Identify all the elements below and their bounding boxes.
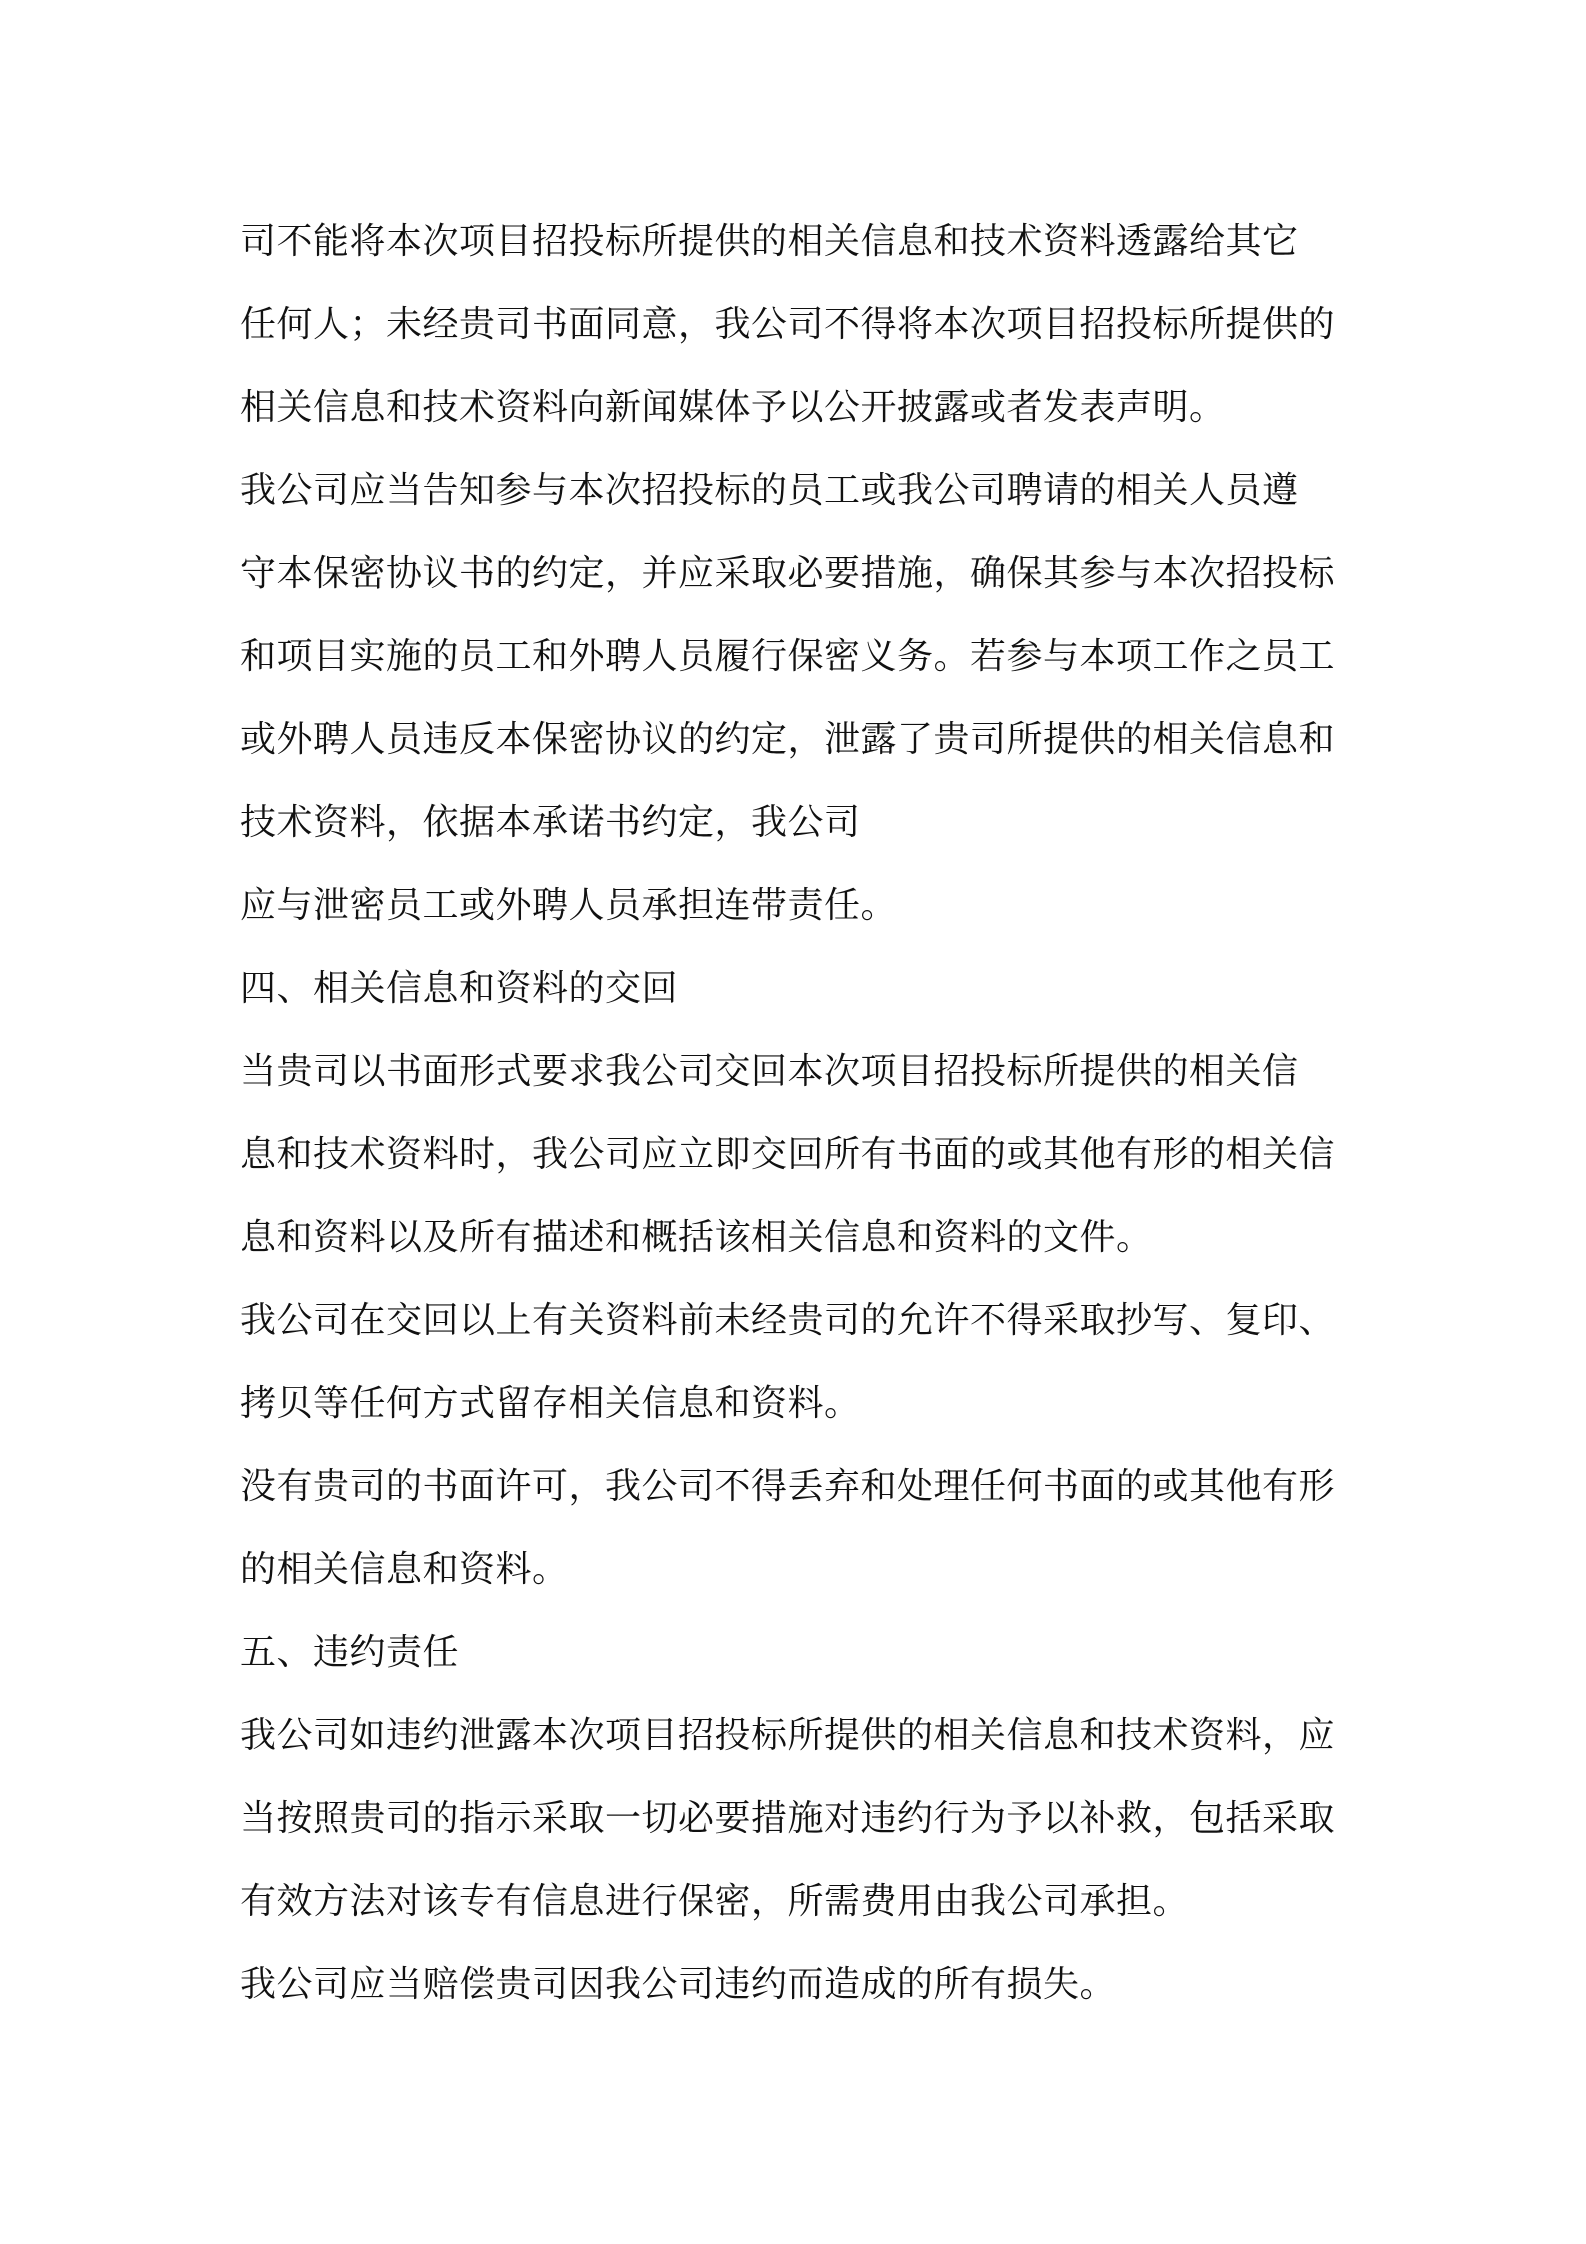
text-line: 我公司应当赔偿贵司因我公司违约而造成的所有损失。 [240,1964,1117,2005]
text-line: 当贵司以书面形式要求我公司交回本次项目招投标所提供的相关信 [240,1051,1299,1092]
text-line: 守本保密协议书的约定，并应采取必要措施，确保其参与本次招投标 [240,553,1336,594]
text-line: 没有贵司的书面许可，我公司不得丢弃和处理任何书面的或其他有形 [240,1466,1336,1507]
text-line: 应与泄密员工或外聘人员承担连带责任。 [240,885,898,926]
text-line: 息和技术资料时，我公司应立即交回所有书面的或其他有形的相关信 [240,1134,1336,1175]
text-line: 拷贝等任何方式留存相关信息和资料。 [240,1383,861,1424]
text-line: 任何人；未经贵司书面同意，我公司不得将本次项目招投标所提供的 [240,304,1336,345]
text-line: 我公司如违约泄露本次项目招投标所提供的相关信息和技术资料，应 [240,1715,1336,1756]
text-line: 有效方法对该专有信息进行保密，所需费用由我公司承担。 [240,1881,1190,1922]
text-line: 的相关信息和资料。 [240,1549,569,1590]
text-line: 相关信息和技术资料向新闻媒体予以公开披露或者发表声明。 [240,387,1226,428]
text-line: 息和资料以及所有描述和概括该相关信息和资料的文件。 [240,1217,1153,1258]
section-heading: 四、相关信息和资料的交回 [240,968,679,1009]
section-heading: 五、违约责任 [240,1632,460,1673]
document-body [240,200,1360,2026]
text-line: 或外聘人员违反本保密协议的约定，泄露了贵司所提供的相关信息和 [240,719,1336,760]
text-line: 司不能将本次项目招投标所提供的相关信息和技术资料透露给其它 [240,221,1299,262]
text-line: 和项目实施的员工和外聘人员履行保密义务。若参与本项工作之员工 [240,636,1336,677]
text-line: 当按照贵司的指示采取一切必要措施对违约行为予以补救，包括采取 [240,1798,1336,1839]
text-line: 我公司在交回以上有关资料前未经贵司的允许不得采取抄写、复印、 [240,1300,1336,1341]
text-line: 我公司应当告知参与本次招投标的员工或我公司聘请的相关人员遵 [240,470,1299,511]
text-line: 技术资料，依据本承诺书约定，我公司 [240,802,861,843]
